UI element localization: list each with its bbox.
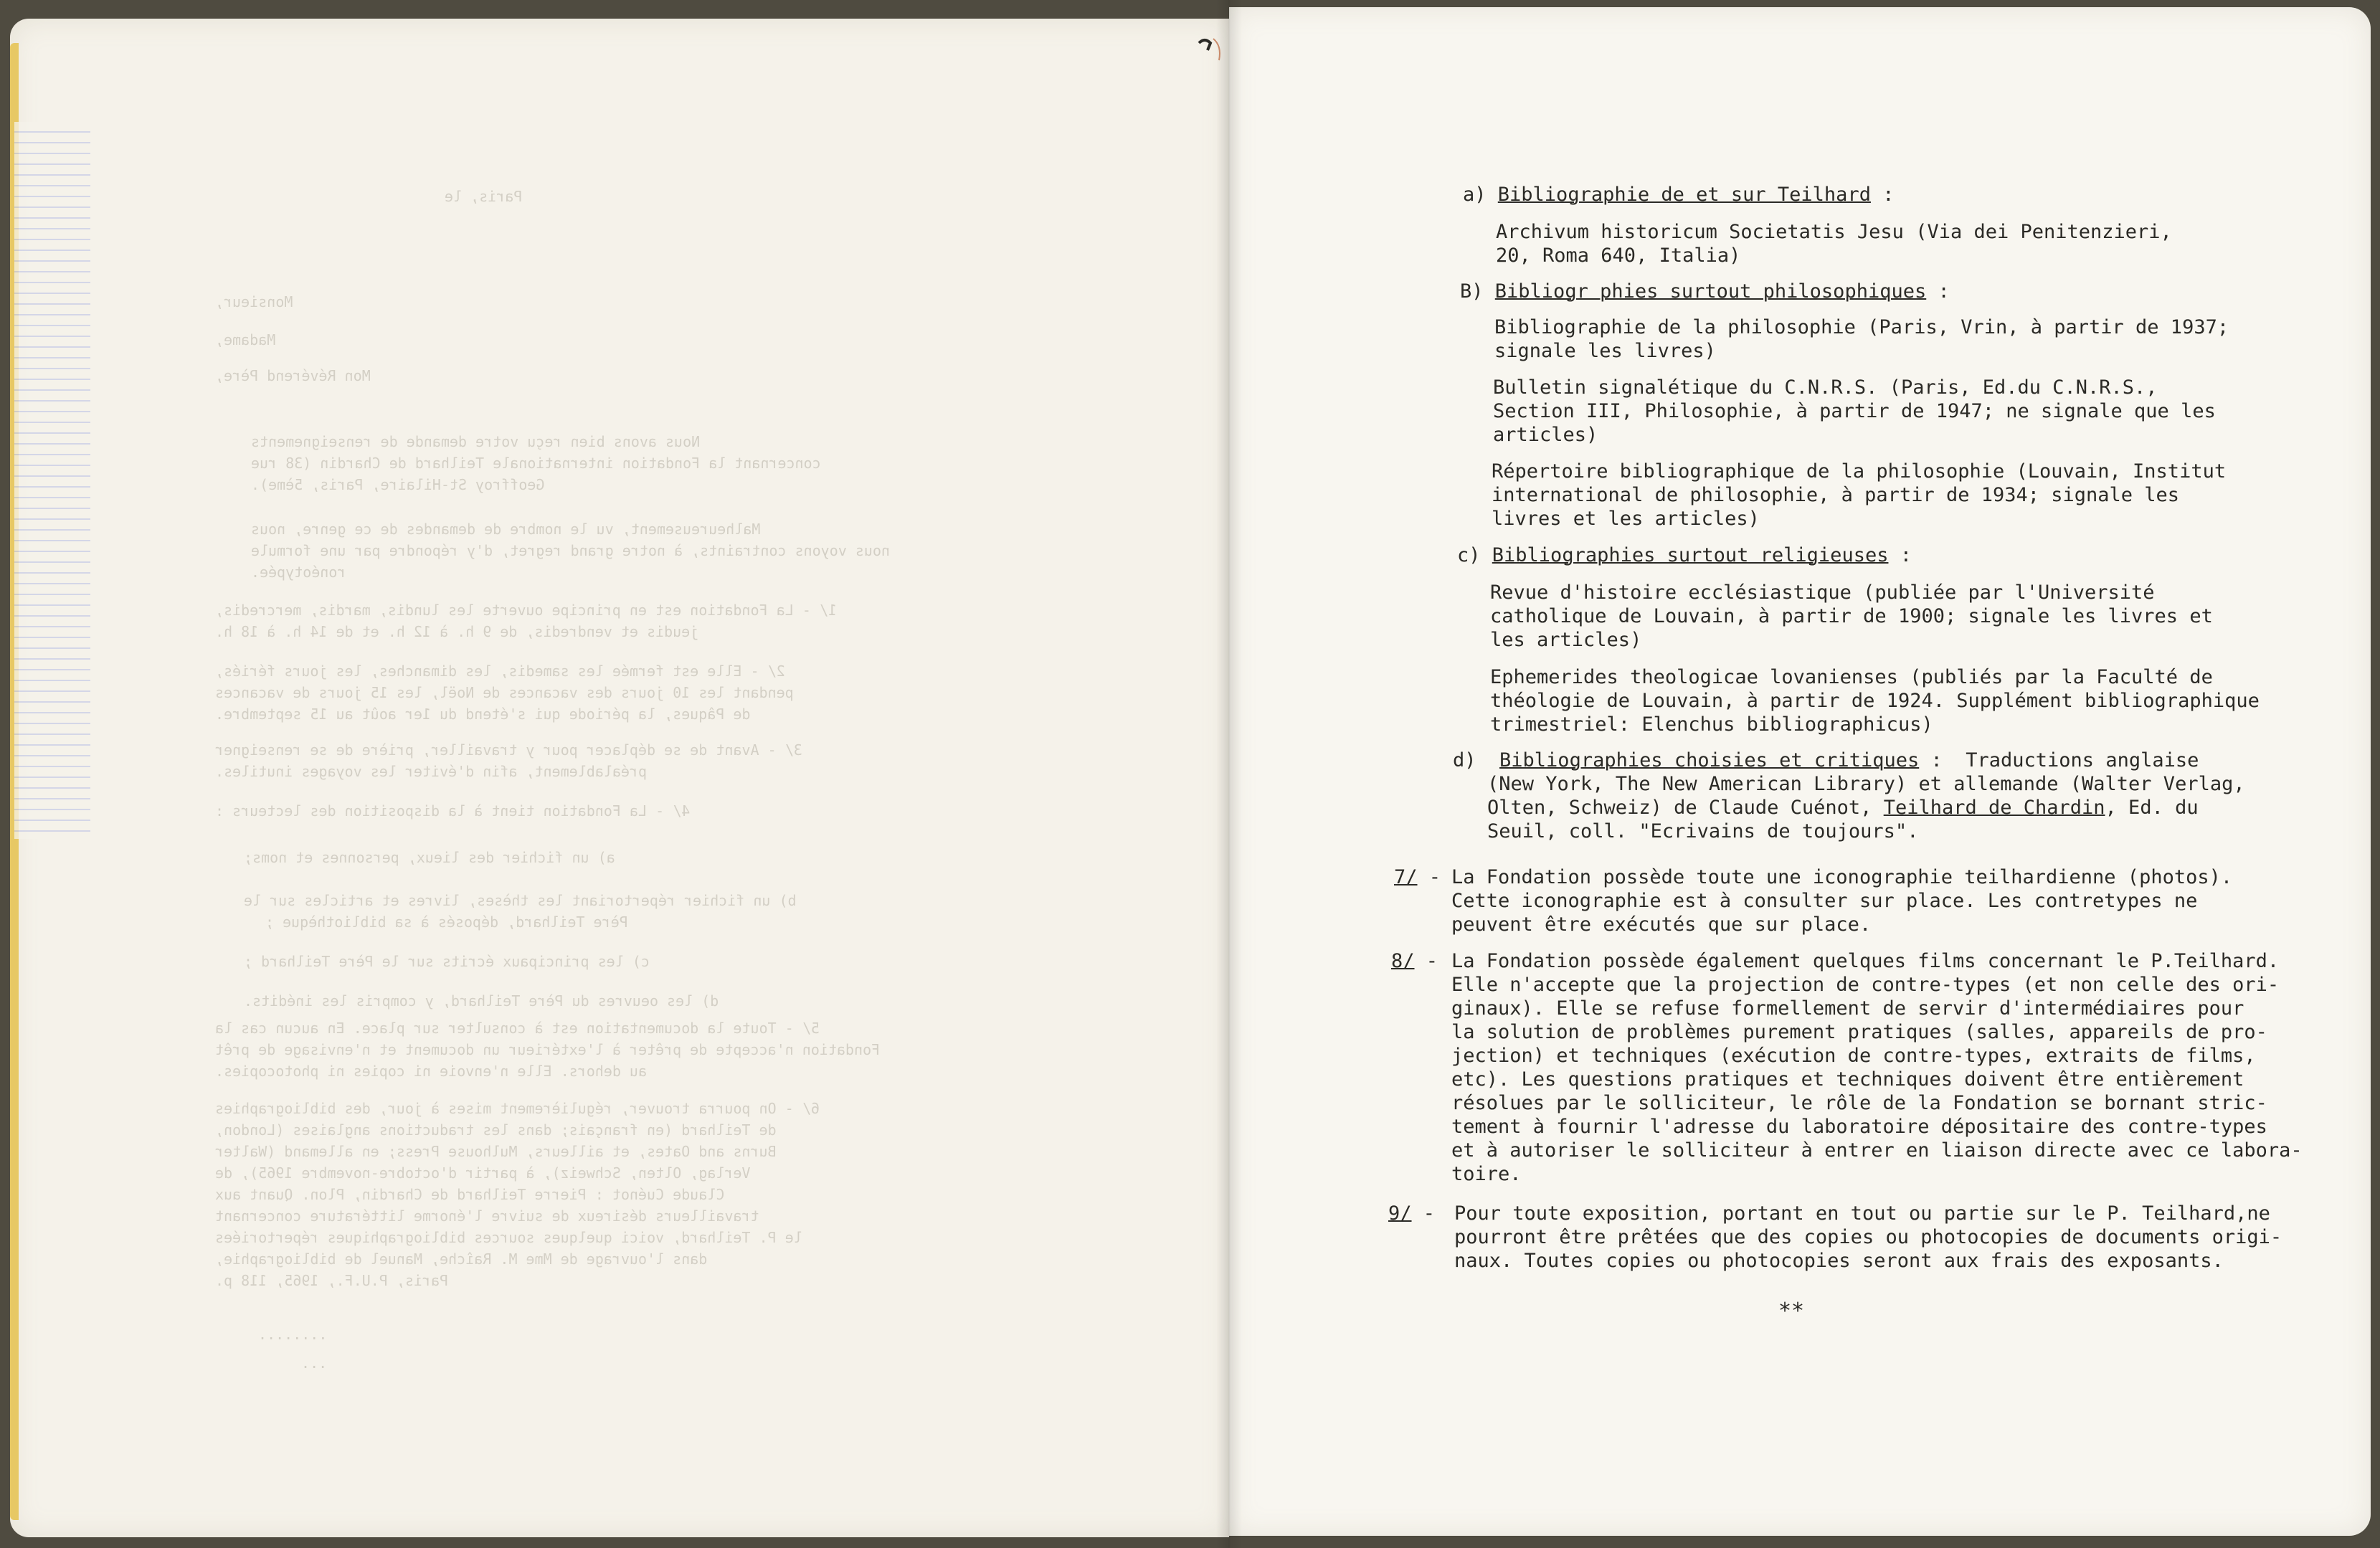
entry-line: international de philosophie, à partir de 1934; signale les (1492, 484, 2180, 506)
item-9-number (1388, 1202, 1435, 1225)
item-dash: - (1423, 1202, 1436, 1225)
entry-line: Bibliographie de la philosophie (Paris, Vrin, à partir de 1937; (1494, 316, 2229, 338)
bleed-line: 4/ - La Fondation tient à la disposition des lecteurs : (215, 802, 691, 820)
item-line: et à autoriser le solliciteur à entrer en liaison directe avec ce labora- (1451, 1139, 2303, 1162)
section-colon: : (1938, 280, 1950, 303)
entry-line: trimestriel: Elenchus bibliographicus) (1490, 713, 1933, 736)
bleed-line: au dehors. Elle n'envoie ni copies ni photocopies. (215, 1063, 648, 1080)
section-b-entry-1 (1494, 315, 2229, 363)
bleed-line: 3/ - Avant de se déplacer pour y travailler, prière de se renseigner (215, 741, 802, 759)
section-colon: : (1882, 184, 1895, 206)
bleed-line: Fondation n'accepte de prêter à l'extérieur un document et n'envisage de prêt (215, 1041, 881, 1058)
bleed-line: ronéotypée. (251, 564, 346, 581)
item-8-text (1451, 949, 2303, 1186)
item-line: La Fondation possède également quelques films concernant le P.Teilhard. (1451, 950, 2280, 972)
section-title: Bibliogr phies surtout philosophiques (1494, 280, 1927, 303)
entry-line: les articles) (1490, 629, 1642, 651)
section-d-line-1 (1453, 749, 2245, 772)
section-c-entry-2 (1490, 665, 2260, 736)
bleed-line: 1/ - La Fondation est en principe ouverte les lundis, mardis, mercredis, (215, 602, 837, 619)
bleed-line: pendant les 10 jours des vacances de Noël, les 15 jours de vacances (215, 684, 794, 701)
item-line: la solution de problèmes purement pratiques (salles, appareils de pro- (1451, 1021, 2267, 1043)
item-line: jection) et techniques (exécution de contre-types, extraits de films, (1451, 1045, 2256, 1067)
item-dash: - (1426, 950, 1438, 972)
item-line: résolues par le solliciteur, le rôle de la Fondation se bornant stric- (1451, 1092, 2267, 1114)
item-line: Elle n'accepte que la projection de contre-types (et non celle des ori- (1451, 974, 2280, 996)
entry-line: articles) (1493, 424, 1598, 446)
entry-line: Ephemerides theologicae lovanienses (publiés par la Faculté de (1490, 666, 2213, 688)
item-line: La Fondation possède toute une iconographie teilhardienne (photos). (1451, 866, 2233, 888)
bleed-line: 6/ - On pourra trouver, régulièrement mises à jour, des bibliographies (215, 1100, 820, 1117)
item-number: 9/ (1388, 1202, 1412, 1225)
bleed-line: de Teilhard (en français; dans les traductions anglaises (London, (215, 1121, 777, 1139)
bleed-line: Geoffroy St-Hilaire, Paris, 5ème). (251, 476, 545, 493)
item-number: 8/ (1391, 950, 1415, 972)
bleed-line: Nous avons bien reçu votre demande de renseignements (251, 433, 701, 450)
entry-line: Archivum historicum Societatis Jesu (Via dei Penitenzieri, (1496, 221, 2172, 243)
section-d-block (1453, 749, 2245, 843)
entry-line: Répertoire bibliographique de la philosophie (Louvain, Institut (1492, 460, 2227, 483)
item-line: peuvent être exécutés que sur place. (1451, 913, 1872, 936)
bleed-line: de Pâques, la période qui s'étend du 1er août au 15 septembre. (215, 706, 751, 723)
section-title: Bibliographies surtout religieuses (1492, 544, 1889, 566)
item-dash: - (1428, 866, 1441, 888)
entry-line: théologie de Louvain, à partir de 1924. Supplément bibliographique (1490, 690, 2260, 712)
bleed-line: ... (301, 1354, 328, 1372)
section-c-entry-1 (1490, 581, 2213, 652)
entry-line: catholique de Louvain, à partir de 1900; signale les livres et (1490, 605, 2213, 627)
bleed-line: le P. Teilhard, voici quelques sources bibliographiques répertoriées (215, 1229, 802, 1246)
entry-line: 20, Roma 640, Italia) (1496, 244, 1741, 267)
section-b-entry-3 (1492, 460, 2226, 531)
item-8-number (1391, 949, 1438, 973)
item-7-text (1451, 865, 2232, 936)
bleed-line: 2/ - Elle est fermée les samedis, les dimanches, les jours fériés, (215, 663, 785, 680)
item-line: Cette iconographie est à consulter sur place. Les contretypes ne (1451, 890, 2198, 912)
bleed-line: préalablement, afin d'éviter les voyages inutiles. (215, 763, 648, 780)
entry-line: Seuil, coll. "Ecrivains de toujours". (1487, 820, 1919, 842)
item-line: naux. Toutes copies ou photocopies seront aux frais des exposants. (1454, 1250, 2224, 1272)
entry-line: Section III, Philosophie, à partir de 1947; ne signale que les (1493, 400, 2216, 422)
section-b-heading (1460, 280, 1950, 303)
bleed-line: concernant la Fondation internationale Teilhard de Chardin (38 rue (251, 455, 821, 472)
section-b-entry-2 (1493, 376, 2216, 447)
section-title: Bibliographies choisies et critiques (1499, 749, 1920, 771)
entry-line: livres et les articles) (1492, 508, 1760, 530)
section-a-entry-1 (1496, 220, 2172, 267)
section-d-text: : Traductions anglaise (1919, 749, 2199, 771)
book-gutter (1216, 0, 1242, 1548)
bleed-line: Claude Cuénot : Pierre Teilhard de Chardin, Plon. Quant aux (215, 1186, 725, 1203)
item-number: 7/ (1394, 866, 1418, 888)
bleed-line: ........ (258, 1326, 328, 1343)
bleed-line: b) un fichier répertoriant les thèses, livres et articles sur le (244, 892, 797, 909)
item-line: etc). Les questions pratiques et techniques doivent être entièrement (1451, 1068, 2244, 1091)
item-line: ginaux). Elle se refuse formellement de servir d'intermédiaires pour (1451, 997, 2244, 1020)
bleed-line: Verlag, Olten, Schweiz), à partir d'octobre-novembre 1965), de (215, 1164, 751, 1182)
item-line: toire. (1451, 1163, 1522, 1185)
ruled-paper-strip (14, 122, 90, 839)
item-7-number (1394, 865, 1441, 889)
bleed-line: Madame, (215, 331, 276, 348)
staple-thread (1195, 34, 1231, 63)
entry-line: Revue d'histoire ecclésiastique (publiée par l'Université (1490, 581, 2155, 604)
section-a-heading (1463, 183, 1894, 206)
bleed-line: d) les oeuvres du Père Teilhard, y compris les inédits. (244, 992, 719, 1010)
entry-text: , Ed. du (2105, 797, 2199, 819)
bleed-line: nous voyons contraints, à notre grand regret, d'y répondre par une formule (251, 542, 891, 559)
bleed-line: Mon Révérend Père, (215, 367, 371, 384)
section-marker: c) (1457, 544, 1481, 566)
entry-line: signale les livres) (1494, 340, 1716, 362)
section-title: Bibliographie de et sur Teilhard (1497, 184, 1871, 206)
item-line: tement à fournir l'adresse du laboratoire dépositaire des contre-types (1451, 1116, 2267, 1138)
entry-line: Bulletin signalétique du C.N.R.S. (Paris, Ed.du C.N.R.S., (1493, 376, 2158, 399)
section-colon: : (1900, 544, 1912, 566)
bleed-line: Père Teilhard, déposés à sa bibliothèque ; (265, 913, 628, 931)
bleed-line: Burns and Oates, et ailleurs, Mulhouse Press; en allemand (Walter (215, 1143, 777, 1160)
entry-line: (New York, The New American Library) et allemande (Walter Verlag, (1487, 773, 2245, 795)
item-9-text (1454, 1202, 2282, 1273)
bleed-line: Malheureusement, vu le nombre de demandes de ce genre, nous (251, 521, 761, 538)
section-marker: d) (1453, 749, 1476, 771)
section-d-line-3 (1453, 796, 2245, 820)
item-line: pourront être prêtées que des copies ou photocopies de documents origi- (1454, 1226, 2282, 1248)
bleed-line: travailleurs désireux de suivre l'énorme littérature concernant (215, 1207, 759, 1225)
bleed-line: Monsieur, (215, 293, 293, 310)
bleed-line: Paris, le (445, 188, 523, 205)
closing-asterisks: ** (1778, 1298, 1805, 1324)
underlined-title: Teilhard de Chardin (1883, 797, 2105, 819)
bleed-line: 5/ - Toute la documentation est à consulter sur place. En aucun cas la (215, 1020, 820, 1037)
item-line: Pour toute exposition, portant en tout ou partie sur le P. Teilhard,ne (1454, 1202, 2270, 1225)
bleed-line: c) les principaux écrits sur le Père Teilhard ; (244, 953, 650, 970)
section-marker: B) (1460, 280, 1484, 303)
bleed-line: dans l'ouvrage de Mme M. Raîche, Manuel de bibliographie, (215, 1250, 708, 1268)
bleed-line: Paris, P.U.F., 1965, 118 p. (215, 1272, 449, 1289)
section-c-heading (1457, 543, 1912, 567)
bleed-line: jeudis et vendredis, de 9 h. à 12 h. et de 14 h. à 18 h. (215, 623, 699, 640)
section-marker: a) (1463, 184, 1487, 206)
bleed-line: a) un fichier des lieux, personnes et noms; (244, 849, 615, 866)
entry-text: Olten, Schweiz) de Claude Cuénot, (1487, 797, 1884, 819)
